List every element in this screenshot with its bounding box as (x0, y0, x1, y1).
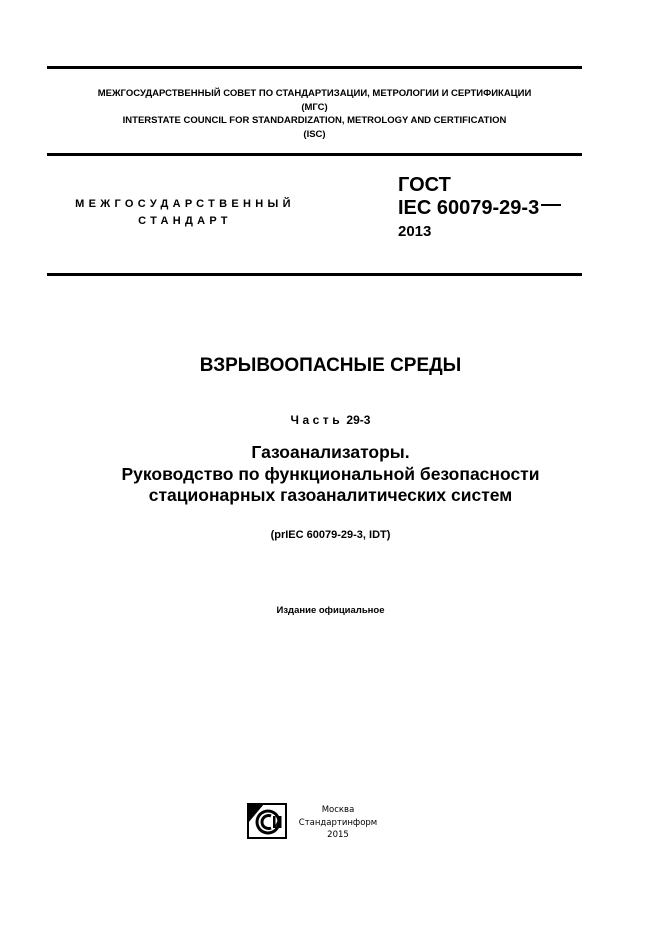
part-number: 29-3 (346, 413, 371, 427)
publisher-name: Стандартинформ (298, 817, 378, 828)
gost-year: 2013 (398, 223, 432, 240)
gost-number-line (398, 197, 561, 220)
gost-designation (398, 174, 561, 241)
publisher-info (297, 804, 379, 842)
edition-label: Издание официальное (276, 605, 385, 616)
subtitle-line-3: стационарных газоаналитических систем (148, 485, 513, 505)
council-ru-abbr: (МГС) (301, 101, 328, 113)
main-title: ВЗРЫВООПАСНЫЕ СРЕДЫ (199, 355, 462, 376)
interstate-label: МЕЖГОСУДАРСТВЕННЫЙ (75, 198, 295, 210)
part-word: Часть (290, 413, 344, 427)
gost-dash (541, 204, 561, 206)
international-reference: (prIEC 60079-29-3, IDT) (270, 529, 391, 541)
gost-number: IEC 60079-29-3 (398, 197, 540, 219)
designation-bottom-rule (47, 273, 582, 276)
header-top-rule (47, 66, 582, 69)
publisher-year: 2015 (327, 830, 349, 840)
subtitle (0, 442, 661, 507)
council-en-abbr: (ISC) (303, 128, 326, 140)
standartinform-logo-icon (247, 803, 287, 839)
council-ru-name: МЕЖГОСУДАРСТВЕННЫЙ СОВЕТ ПО СТАНДАРТИЗАЦИИ, МЕТРОЛОГИИ И СЕРТИФИКАЦИИ (97, 88, 532, 99)
header-bottom-rule (47, 153, 582, 156)
standard-label: СТАНДАРТ (138, 215, 232, 227)
part-line (0, 412, 661, 428)
subtitle-line-2: Руководство по функциональной безопасности (121, 463, 540, 484)
subtitle-line-1: Газоанализаторы. (251, 442, 410, 462)
publisher-city: Москва (321, 805, 355, 815)
council-en-name: INTERSTATE COUNCIL FOR STANDARDIZATION, METROLOGY AND CERTIFICATION (122, 115, 507, 126)
gost-label: ГОСТ (398, 174, 451, 196)
